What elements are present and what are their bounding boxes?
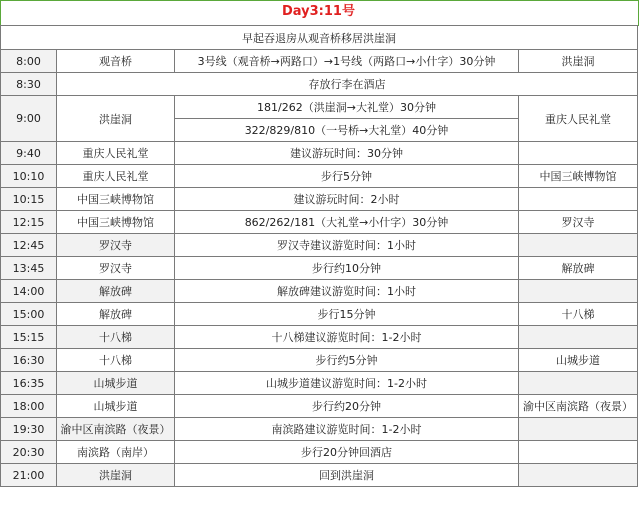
table-row	[1, 464, 638, 487]
time-cell: 9:40	[1, 142, 57, 165]
from-cell: 中国三峡博物馆	[57, 211, 175, 234]
route-cell: 建议游玩时间：30分钟	[175, 142, 519, 165]
to-cell: 解放碑	[519, 257, 638, 280]
time-cell: 8:00	[1, 50, 57, 73]
subtitle-cell: 早起吞退房从观音桥移居洪崖洞	[1, 26, 638, 50]
time-cell: 10:15	[1, 188, 57, 211]
table-row	[1, 234, 638, 257]
route-cell: 步行约10分钟	[175, 257, 519, 280]
route-cell: 步行5分钟	[175, 165, 519, 188]
route-cell: 罗汉寺建议游览时间：1小时	[175, 234, 519, 257]
to-cell	[519, 441, 638, 464]
time-cell: 12:45	[1, 234, 57, 257]
to-cell: 山城步道	[519, 349, 638, 372]
from-cell: 解放碑	[57, 280, 175, 303]
table-row	[1, 372, 638, 395]
table-row	[1, 395, 638, 418]
time-cell: 12:15	[1, 211, 57, 234]
from-cell: 十八梯	[57, 326, 175, 349]
table-row	[1, 349, 638, 372]
from-cell: 重庆人民礼堂	[57, 165, 175, 188]
time-cell: 9:00	[1, 96, 57, 142]
time-cell: 16:30	[1, 349, 57, 372]
time-cell: 18:00	[1, 395, 57, 418]
route-cell: 322/829/810（一号桥→大礼堂）40分钟	[175, 119, 519, 142]
route-cell: 南滨路建议游览时间：1-2小时	[175, 418, 519, 441]
route-cell: 步行约5分钟	[175, 349, 519, 372]
time-cell: 20:30	[1, 441, 57, 464]
route-cell: 3号线（观音桥→两路口）→1号线（两路口→小什字）30分钟	[175, 50, 519, 73]
to-cell: 洪崖洞	[519, 50, 638, 73]
route-cell: 解放碑建议游览时间：1小时	[175, 280, 519, 303]
table-row	[1, 326, 638, 349]
table-row	[1, 188, 638, 211]
from-cell: 山城步道	[57, 372, 175, 395]
to-cell: 十八梯	[519, 303, 638, 326]
note-cell: 存放行李在酒店	[57, 73, 638, 96]
from-cell: 重庆人民礼堂	[57, 142, 175, 165]
table-row	[1, 211, 638, 234]
time-cell: 8:30	[1, 73, 57, 96]
to-cell	[519, 372, 638, 395]
itinerary-table	[0, 25, 638, 487]
time-cell: 14:00	[1, 280, 57, 303]
table-row	[1, 73, 638, 96]
to-cell	[519, 280, 638, 303]
table-row	[1, 280, 638, 303]
route-cell: 步行15分钟	[175, 303, 519, 326]
table-row	[1, 96, 638, 119]
from-cell: 山城步道	[57, 395, 175, 418]
from-cell: 洪崖洞	[57, 96, 175, 142]
route-cell: 步行20分钟回酒店	[175, 441, 519, 464]
table-row	[1, 441, 638, 464]
from-cell: 中国三峡博物馆	[57, 188, 175, 211]
to-cell	[519, 188, 638, 211]
from-cell: 渝中区南滨路（夜景）	[57, 418, 175, 441]
table-row	[1, 165, 638, 188]
to-cell: 中国三峡博物馆	[519, 165, 638, 188]
table-row	[1, 257, 638, 280]
time-cell: 15:00	[1, 303, 57, 326]
from-cell: 解放碑	[57, 303, 175, 326]
to-cell: 重庆人民礼堂	[519, 96, 638, 142]
to-cell	[519, 464, 638, 487]
table-row	[1, 50, 638, 73]
time-cell: 15:15	[1, 326, 57, 349]
to-cell	[519, 234, 638, 257]
time-cell: 13:45	[1, 257, 57, 280]
route-cell: 十八梯建议游览时间：1-2小时	[175, 326, 519, 349]
from-cell: 十八梯	[57, 349, 175, 372]
route-cell: 山城步道建议游览时间：1-2小时	[175, 372, 519, 395]
table-row	[1, 418, 638, 441]
route-cell: 181/262（洪崖洞→大礼堂）30分钟	[175, 96, 519, 119]
route-cell: 建议游玩时间：2小时	[175, 188, 519, 211]
from-cell: 罗汉寺	[57, 234, 175, 257]
table-row	[1, 142, 638, 165]
time-cell: 19:30	[1, 418, 57, 441]
from-cell: 罗汉寺	[57, 257, 175, 280]
to-cell: 渝中区南滨路（夜景）	[519, 395, 638, 418]
from-cell: 观音桥	[57, 50, 175, 73]
day-title: Day3:11号	[282, 4, 355, 19]
to-cell	[519, 418, 638, 441]
to-cell	[519, 326, 638, 349]
time-cell: 10:10	[1, 165, 57, 188]
route-cell: 步行约20分钟	[175, 395, 519, 418]
time-cell: 16:35	[1, 372, 57, 395]
from-cell: 洪崖洞	[57, 464, 175, 487]
to-cell: 罗汉寺	[519, 211, 638, 234]
to-cell	[519, 142, 638, 165]
table-row	[1, 303, 638, 326]
route-cell: 回到洪崖洞	[175, 464, 519, 487]
subtitle-row	[1, 26, 638, 50]
time-cell: 21:00	[1, 464, 57, 487]
from-cell: 南滨路（南岸）	[57, 441, 175, 464]
route-cell: 862/262/181（大礼堂→小什字）30分钟	[175, 211, 519, 234]
